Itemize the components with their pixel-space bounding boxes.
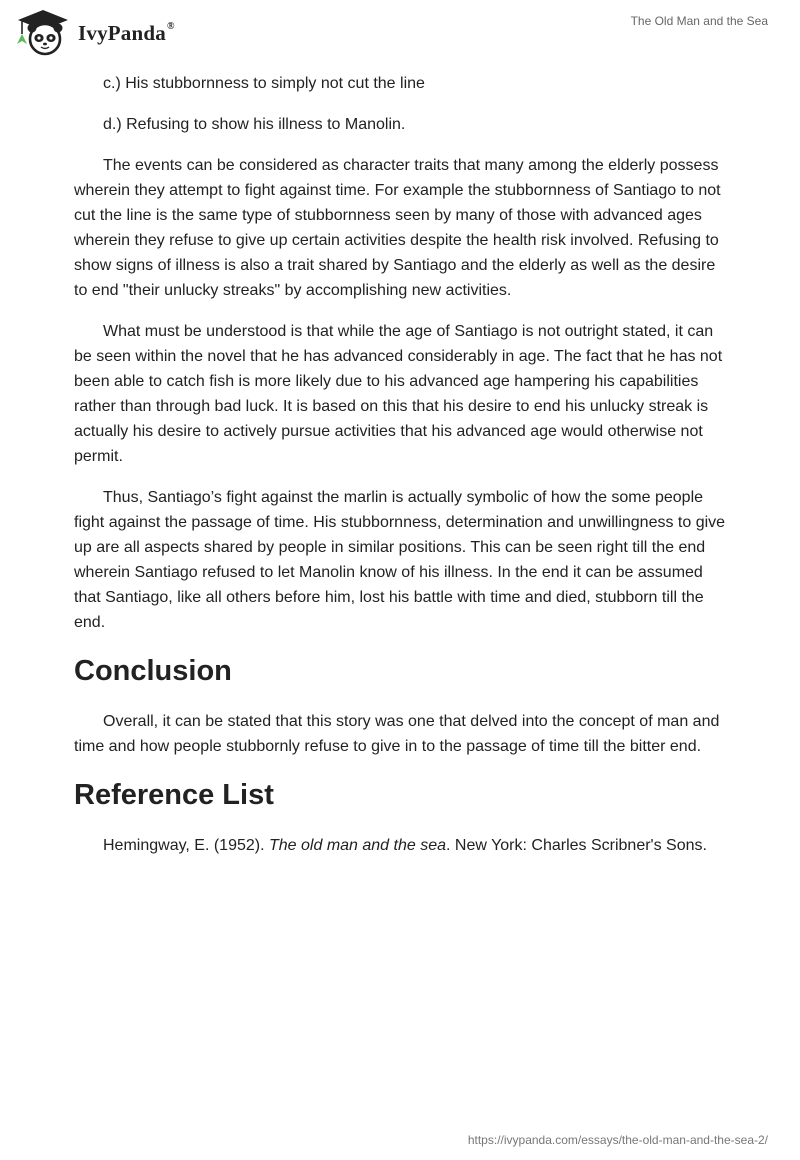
reference-list-heading: Reference List xyxy=(74,779,274,811)
reference-suffix: . New York: Charles Scribner's Sons. xyxy=(446,837,707,854)
document-title: The Old Man and the Sea xyxy=(630,14,768,28)
reference-prefix: Hemingway, E. (1952). xyxy=(103,837,269,854)
panda-graduate-icon xyxy=(14,8,72,58)
conclusion-heading: Conclusion xyxy=(74,655,232,687)
conclusion-paragraph: Overall, it can be stated that this story was one that delved into the concept of man and time and how people stubbornly refuse to give in to the passage of time till the bitter end. xyxy=(74,713,720,755)
essay-content xyxy=(74,71,728,874)
ivypanda-logo[interactable] xyxy=(14,8,175,58)
page-header xyxy=(0,0,800,70)
paragraph-traits: The events can be considered as character traits that many among the elderly possess wherein they attempt to fight against time. For example the stubbornness of Santiago to not cut the line is the same type of stubbornness seen by many of those with advanced ages wherein they refuse to give up certain activities despite the health risk involved. Refusing to show signs of illness is also a trait shared by Santiago and the elderly as well as the desire to end "their unlucky streaks" by accomplishing new activities. xyxy=(74,157,721,299)
list-item-c: c.) His stubbornness to simply not cut the line xyxy=(103,75,425,92)
reference-entry xyxy=(74,833,728,858)
brand-name: IvyPanda® xyxy=(78,20,175,45)
list-item-d: d.) Refusing to show his illness to Manolin. xyxy=(103,116,406,133)
paragraph-marlin: Thus, Santiago’s fight against the marlin is actually symbolic of how the some people fight against the passage of time. His stubbornness, determination and unwillingness to give up are all aspects shared by people in similar positions. This can be seen right till the end wherein Santiago refused to let Manolin know of his illness. In the end it can be assumed that Santiago, like all others before him, lost his battle with time and died, stubborn till the end. xyxy=(74,489,726,631)
source-url[interactable]: https://ivypanda.com/essays/the-old-man-and-the-sea-2/ xyxy=(467,1133,768,1147)
reference-title: The old man and the sea xyxy=(269,837,447,854)
paragraph-age: What must be understood is that while the age of Santiago is not outright stated, it can be seen within the novel that he has advanced considerably in age. The fact that he has not been able to catch fish is more likely due to his advanced age hampering his capabilities rather than through bad luck. It is based on this that his desire to end his unlucky streak is actually his desire to actively pursue activities that his advanced age would otherwise not permit. xyxy=(74,323,723,465)
